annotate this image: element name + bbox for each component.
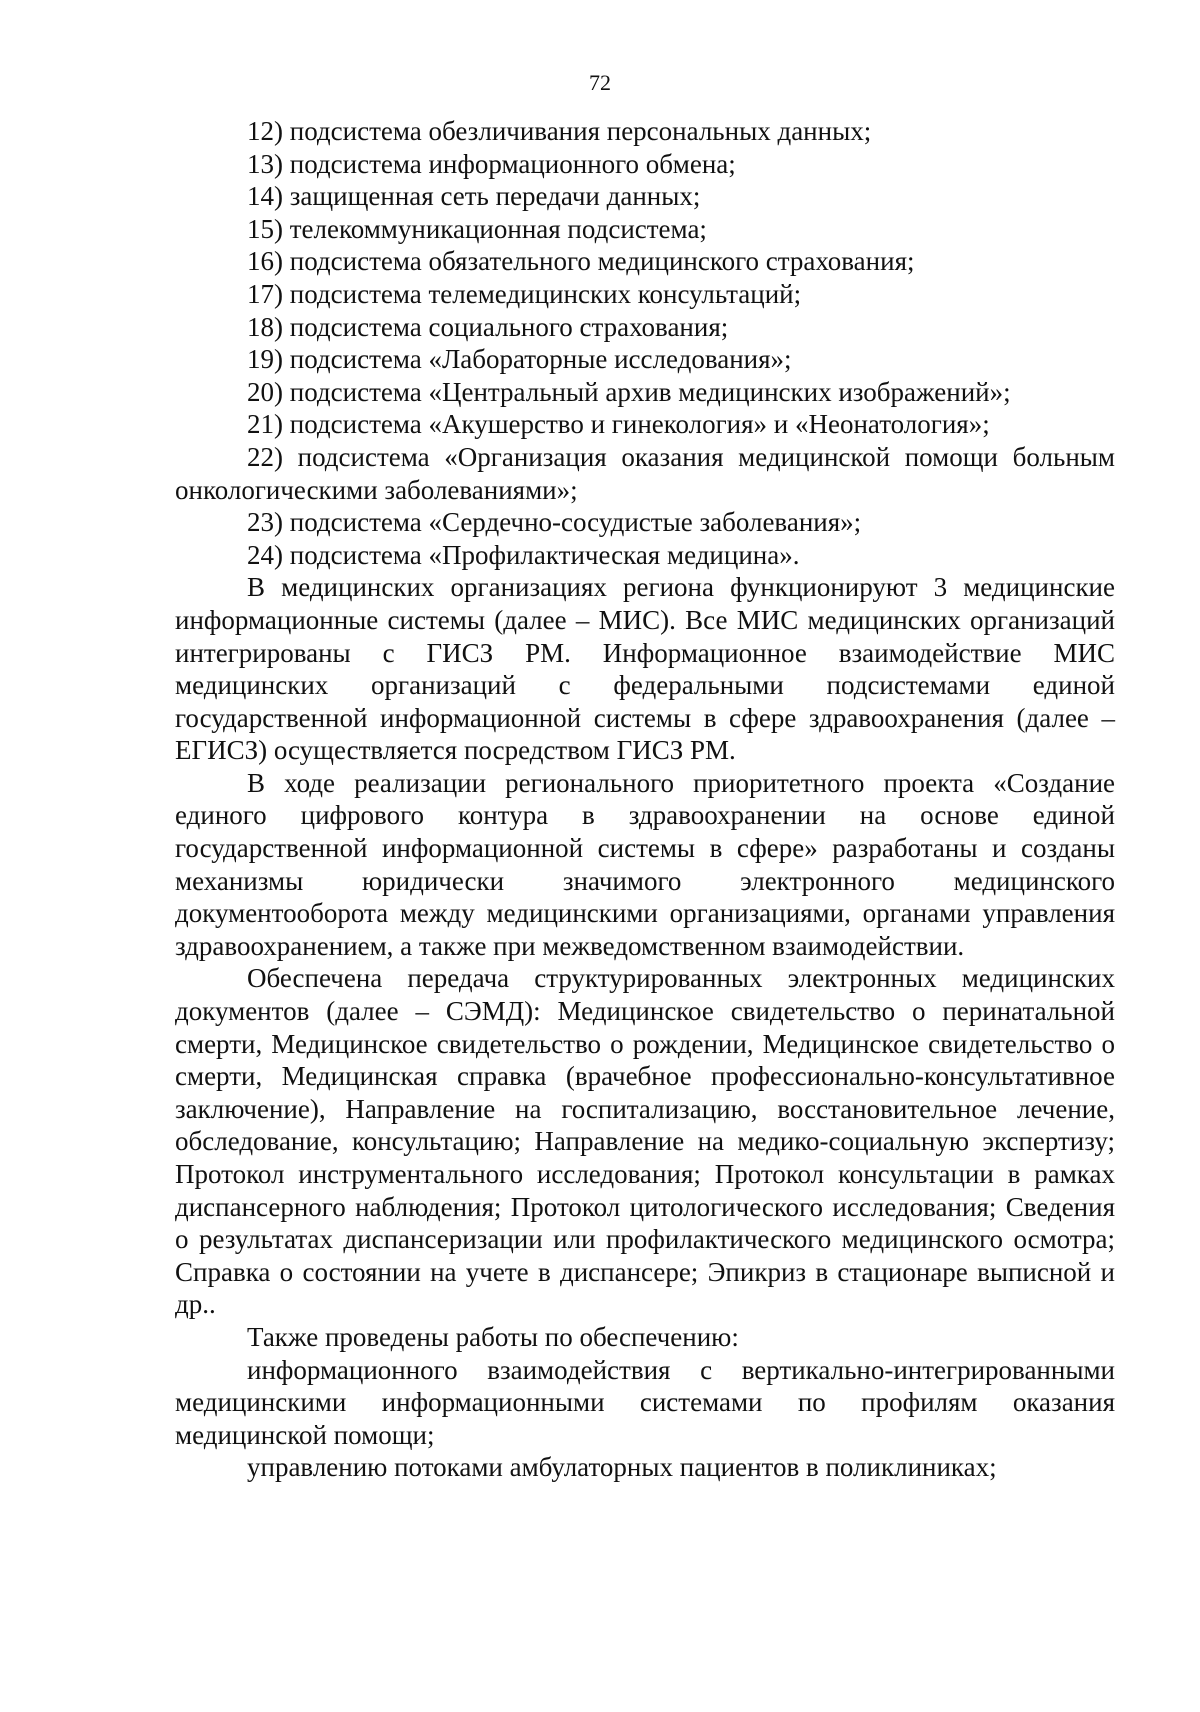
list-item: 17) подсистема телемедицинских консультаций; [247, 278, 802, 309]
paragraph-mis: В медицинских организациях региона функционируют 3 медицинские информационные системы (далее – МИС). Все МИС медицинских организаций интегрированы с ГИСЗ РМ. Информационное взаимодействие МИС медицинских организаций с федеральными подсистемами единой государственной информационной системы в сфере здравоохранения (далее – ЕГИСЗ) осуществляется посредством ГИСЗ РМ. [175, 572, 1115, 766]
paragraph-works-intro: Также проведены работы по обеспечению: [247, 1321, 739, 1352]
list-item: 22) подсистема «Организация оказания медицинской помощи больным онкологическими заболеваниями»; [175, 441, 1115, 505]
paragraph-vimis: информационного взаимодействия с вертикально-интегрированными медицинскими информационными системами по профилям оказания медицинской помощи; [175, 1354, 1115, 1450]
list-item: 13) подсистема информационного обмена; [247, 148, 736, 179]
list-item: 14) защищенная сеть передачи данных; [247, 181, 701, 212]
list-item: 15) телекоммуникационная подсистема; [247, 213, 707, 244]
list-item: 21) подсистема «Акушерство и гинекология» и «Неонатология»; [247, 409, 990, 440]
list-item: 18) подсистема социального страхования; [247, 311, 729, 342]
list-item: 16) подсистема обязательного медицинского страхования; [247, 246, 915, 277]
list-item: 24) подсистема «Профилактическая медицина». [247, 539, 800, 570]
list-item: 23) подсистема «Сердечно-сосудистые заболевания»; [247, 507, 862, 538]
paragraph-semd: Обеспечена передача структурированных электронных медицинских документов (далее – СЭМД): Медицинское свидетельство о перинатальной смерти, Медицинское свидетельство о рождении, Медицинское свидетельство о смерти, Медицинская справка (врачебное профессионально-консультативное заключение), Направление на госпитализацию, восстановительное лечение, обследование, консультацию; Направление на медико-социальную экспертизу; Протокол инструментального исследования; Протокол консультации в рамках диспансерного наблюдения; Протокол цитологического исследования; Сведения о результатах диспансеризации или профилактического медицинского осмотра; Справка о состоянии на учете в диспансере; Эпикриз в стационаре выписной и др.. [175, 963, 1115, 1320]
list-item: 20) подсистема «Центральный архив медицинских изображений»; [247, 376, 1011, 407]
list-item: 19) подсистема «Лабораторные исследования»; [247, 344, 792, 375]
page-number: 72 [589, 70, 611, 95]
paragraph-patient-flows: управлению потоками амбулаторных пациентов в поликлиниках; [247, 1452, 997, 1483]
list-item: 12) подсистема обезличивания персональных данных; [247, 116, 872, 146]
document-body [175, 115, 1115, 1484]
paragraph-digital-contour: В ходе реализации регионального приоритетного проекта «Создание единого цифрового контура в здравоохранении на основе единой государственной информационной системы в сфере» разработаны и созданы механизмы юридически значимого электронного медицинского документооборота между медицинскими организациями, органами управления здравоохранением, а также при межведомственном взаимодействии. [175, 767, 1115, 961]
